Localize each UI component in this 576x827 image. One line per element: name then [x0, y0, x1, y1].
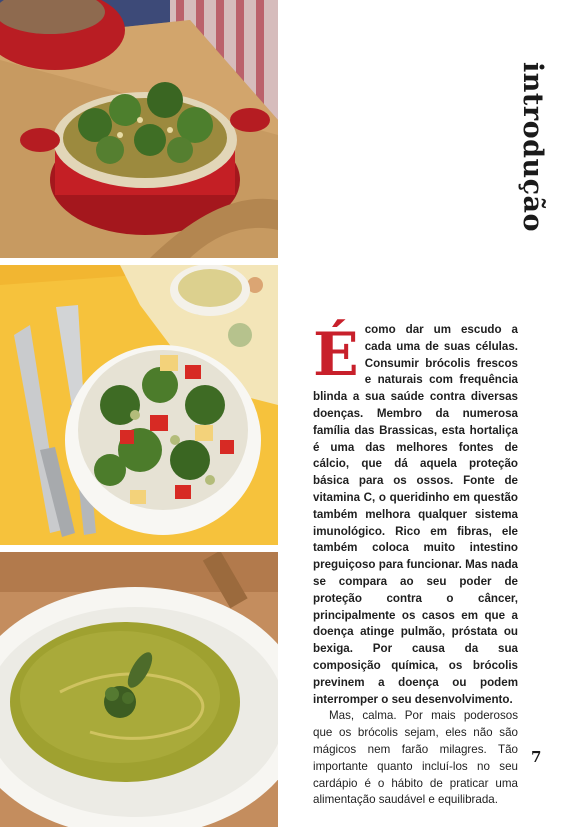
broccoli-gratin-photo [0, 0, 278, 258]
intro-paragraph [313, 322, 518, 708]
broccoli-salad-photo [0, 265, 278, 545]
page-number: 7 [531, 748, 542, 766]
article-body [313, 322, 518, 809]
second-paragraph: Mas, calma. Por mais poderosos que os brócolis sejam, eles não são mágicos nem farão milagres. Tão importante quanto incluí-los no seu cardápio é o hábito de praticar uma alimentação saudável e equilibrada. [313, 709, 518, 807]
broccoli-soup-photo [0, 552, 278, 827]
intro-paragraph-text: como dar um escudo a cada uma de suas células. Consumir brócolis frescos e naturais com frequência blinda a sua saúde contra diversas doenças. Membro da numerosa família das Brassicas, esta hortaliça é uma das melhores fontes de cálcio, que dá aquela proteção básica para os ossos. Fonte de vitamina C, o queridinho em questão também melhora qualquer sistema imunológico. Rico em fibras, ele também coloca muito intestino preguiçoso para funcionar. Mas nada se compara ao seu poder de proteção contra o câncer, principalmente os casos em que a doença atinge pulmão, próstata ou bexiga. Por causa da sua composição química, os brócolis previnem a doença ou podem interromper o seu desenvolvimento. [313, 323, 518, 706]
page-title: introdução [517, 62, 548, 233]
drop-cap: É [313, 320, 359, 390]
